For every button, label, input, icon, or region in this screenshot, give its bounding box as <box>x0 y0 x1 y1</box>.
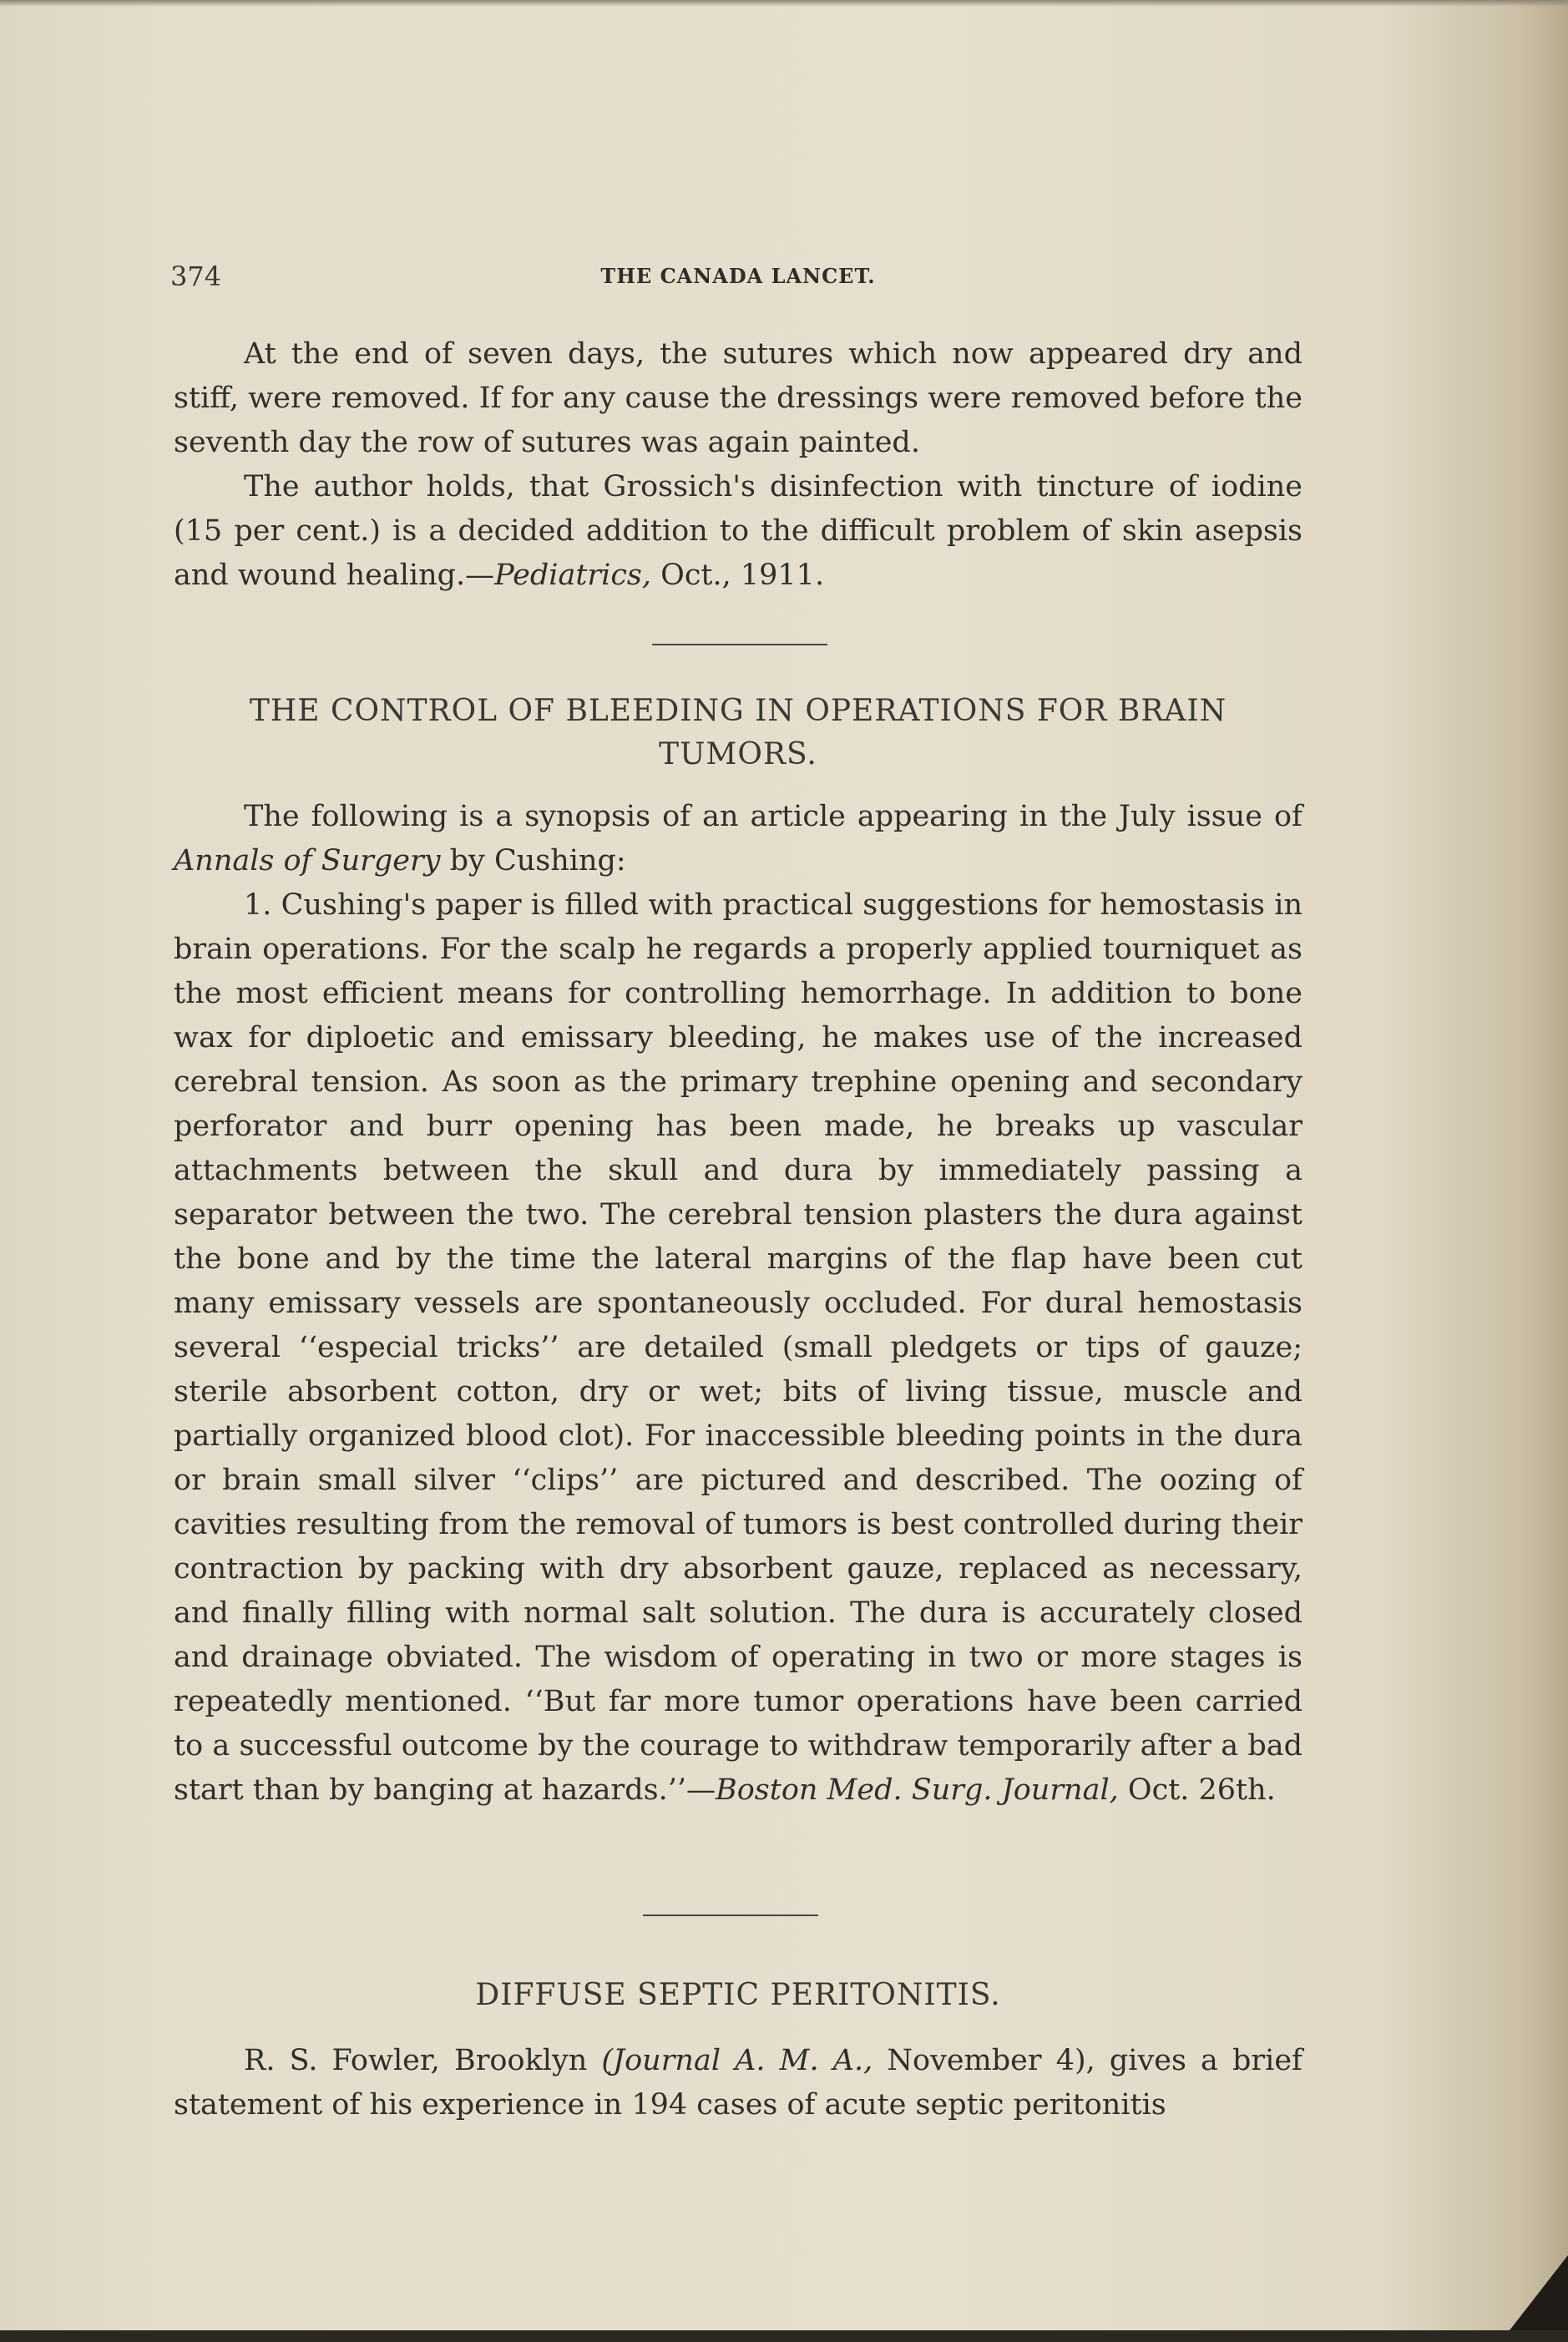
section-1-title-line-2: TUMORS. <box>659 737 817 771</box>
page-header <box>170 261 1306 294</box>
section-1-paragraph-2-source: Boston Med. Surg. Journal, <box>716 1773 1119 1807</box>
intro-paragraph-1: At the end of seven days, the sutures which now appeared dry and stiff, were removed. If for any cause the dressings were removed before the seventh day the row of sutures was again painted. <box>174 337 1302 459</box>
section-1-paragraph-2-date: Oct. 26th. <box>1118 1773 1276 1807</box>
section-divider-2 <box>643 1915 818 1916</box>
section-1-text <box>174 795 1302 1813</box>
running-head: THE CANADA LANCET. <box>600 264 876 288</box>
intro-text <box>174 332 1302 598</box>
section-2-title: DIFFUSE SEPTIC PERITONITIS. <box>475 1978 1001 2012</box>
section-1-paragraph-1 <box>174 795 1302 883</box>
page-top-shadow <box>0 0 1568 7</box>
section-2-paragraph-1 <box>174 2039 1302 2127</box>
intro-paragraph-2-text: The author holds, that Grossich's disinfection with tincture of iodine (15 per cent.) is a decided addition to the difficult problem of skin asepsis and wound healing.— <box>174 470 1302 592</box>
section-1-paragraph-1-text-a: The following is a synopsis of an article appearing in the July issue of <box>244 800 1302 833</box>
section-1-paragraph-1-text-b: by Cushing: <box>440 844 626 878</box>
section-2-journal: (Journal A. M. A., <box>601 2044 873 2077</box>
intro-paragraph-2-source: Pediatrics, <box>494 559 652 592</box>
section-2-paragraph-1-text-a: R. S. Fowler, Brooklyn <box>244 2044 602 2077</box>
page-bottom-edge <box>0 2330 1568 2342</box>
section-1-paragraph-2 <box>174 883 1302 1813</box>
section-1-paragraph-2-text: 1. Cushing's paper is filled with practical suggestions for hemostasis in brain operations. For the scalp he regards a properly applied tourniquet as the most efficient means for controlling hemorrhage. In addition to bone wax for diploetic and emissary bleeding, he makes use of the increased cerebral tension. As soon as the primary trephine opening and secondary perforator and burr opening has been made, he breaks up vascular attachments between the skull and dura by immediately passing a separator between the two. The cerebral tension plasters the dura against the bone and by the time the lateral margins of the flap have been cut many emissary vessels are spontaneously occluded. For dural hemostasis several ‘‘especial tricks’’ are detailed (small pledgets or tips of gauze; sterile absorbent cotton, dry or wet; bits of living tissue, muscle and partially organized blood clot). For inaccessible bleeding points in the dura or brain small silver ‘‘clips’’ are pictured and described. The oozing of cavities resulting from the removal of tumors is best controlled during their contraction by packing with dry absorbent gauze, replaced as necessary, and finally filling with normal salt solution. The dura is accurately closed and drainage obviated. The wisdom of operating in two or more stages is repeatedly mentioned. ‘‘But far more tumor operations have been carried to a successful outcome by the courage to withdraw temporarily after a bad start than by banging at hazards.’’— <box>174 888 1302 1807</box>
intro-paragraph-2-date: Oct., 1911. <box>651 559 825 592</box>
page-number: 374 <box>170 261 222 292</box>
section-1-journal: Annals of Surgery <box>174 844 441 878</box>
section-2-paragraph-1-text-b: November 4), gives a brief statement of his experience in 194 cases of acute septic peritonitis <box>174 2044 1302 2122</box>
section-2-text <box>174 2039 1302 2127</box>
page-corner-shadow <box>1510 2255 1568 2330</box>
section-1-title-line-1: THE CONTROL OF BLEEDING IN OPERATIONS FOR BRAIN <box>249 694 1227 728</box>
section-1-title <box>174 690 1302 776</box>
intro-paragraph-2 <box>174 465 1302 598</box>
section-divider-1 <box>652 644 827 645</box>
